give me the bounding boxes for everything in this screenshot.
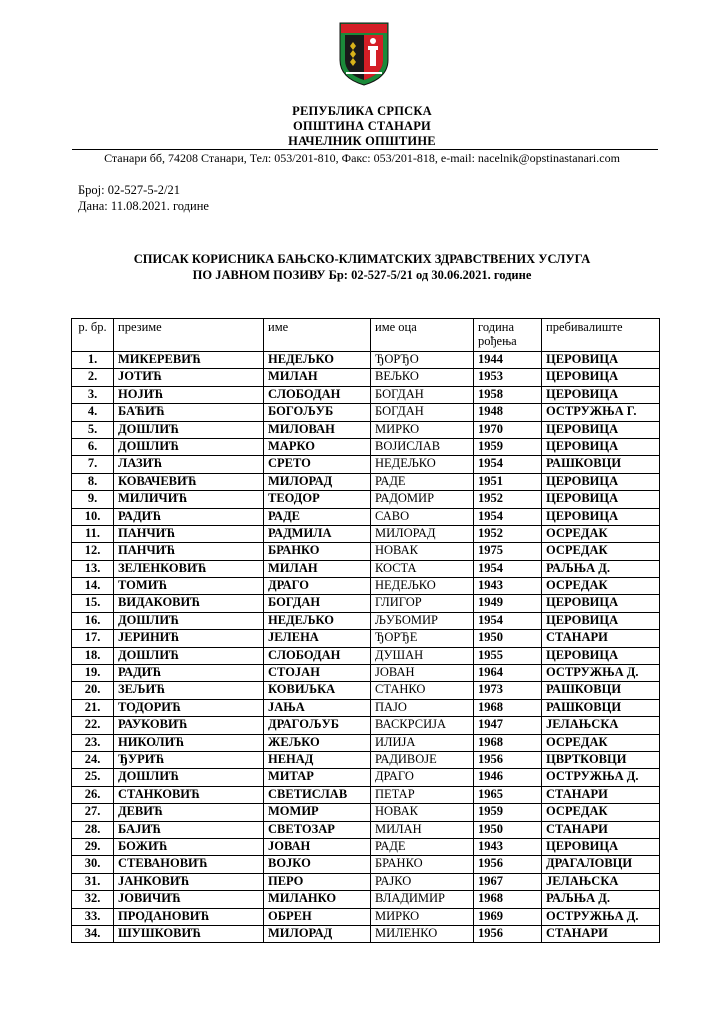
surname-cell: КОВАЧЕВИЋ: [114, 473, 264, 490]
father-name-cell: РАДОМИР: [371, 491, 474, 508]
name-cell: НЕДЕЉКО: [264, 352, 371, 369]
table-row: [72, 456, 660, 473]
name-cell: ОБРЕН: [264, 908, 371, 925]
father-name-cell: ВАСКРСИЈА: [371, 717, 474, 734]
name-cell: СЛОБОДАН: [264, 647, 371, 664]
birth-year-cell: 1954: [474, 612, 542, 629]
birth-year-cell: 1950: [474, 821, 542, 838]
birth-year-cell: 1975: [474, 543, 542, 560]
father-name-cell: МИЛАН: [371, 821, 474, 838]
birth-year-cell: 1973: [474, 682, 542, 699]
row-number: 33.: [72, 908, 114, 925]
table-header-row: [72, 319, 660, 352]
surname-cell: БОЖИЋ: [114, 838, 264, 855]
birth-year-cell: 1954: [474, 560, 542, 577]
residence-cell: ЦЕРОВИЦА: [542, 421, 660, 438]
name-cell: МИЛАН: [264, 560, 371, 577]
document-title-line-2: ПО ЈАВНОМ ПОЗИВУ Бр: 02-527-5/21 од 30.06.2021. године: [192, 268, 532, 282]
row-number: 4.: [72, 404, 114, 421]
father-name-cell: РАЈКО: [371, 873, 474, 890]
header-office: НАЧЕЛНИК ОПШТИНЕ: [288, 134, 436, 148]
residence-cell: ЦЕРОВИЦА: [542, 612, 660, 629]
birth-year-cell: 1956: [474, 856, 542, 873]
name-cell: МАРКО: [264, 438, 371, 455]
name-cell: НЕДЕЉКО: [264, 612, 371, 629]
residence-cell: ЦЕРОВИЦА: [542, 647, 660, 664]
row-number: 6.: [72, 438, 114, 455]
header-father-name: име оца: [371, 319, 474, 352]
birth-year-cell: 1954: [474, 456, 542, 473]
surname-cell: ЈАНКОВИЋ: [114, 873, 264, 890]
father-name-cell: СТАНКО: [371, 682, 474, 699]
surname-cell: ДОШЛИЋ: [114, 769, 264, 786]
surname-cell: ШУШКОВИЋ: [114, 925, 264, 942]
residence-cell: ОСРЕДАК: [542, 804, 660, 821]
surname-cell: ЛАЗИЋ: [114, 456, 264, 473]
name-cell: МИЛОРАД: [264, 473, 371, 490]
birth-year-cell: 1944: [474, 352, 542, 369]
row-number: 13.: [72, 560, 114, 577]
residence-cell: ОСРЕДАК: [542, 734, 660, 751]
table-row: [72, 647, 660, 664]
surname-cell: НИКОЛИЋ: [114, 734, 264, 751]
birth-year-cell: 1968: [474, 699, 542, 716]
table-row: [72, 908, 660, 925]
document-date: Дана: 11.08.2021. године: [78, 199, 209, 213]
birth-year-cell: 1954: [474, 508, 542, 525]
table-row: [72, 751, 660, 768]
birth-year-cell: 1948: [474, 404, 542, 421]
header-contact-line: Станари бб, 74208 Станари, Тел: 053/201-810, Факс: 053/201-818, e-mail: nacelnik@opstinastanari.com: [104, 151, 620, 165]
header-name: име: [264, 319, 371, 352]
residence-cell: ОСТРУЖЊА Д.: [542, 665, 660, 682]
header-residence: пребивалиште: [542, 319, 660, 352]
row-number: 9.: [72, 491, 114, 508]
surname-cell: ПРОДАНОВИЋ: [114, 908, 264, 925]
surname-cell: ДОШЛИЋ: [114, 647, 264, 664]
table-row: [72, 578, 660, 595]
name-cell: МИЛОВАН: [264, 421, 371, 438]
father-name-cell: РАДЕ: [371, 473, 474, 490]
row-number: 1.: [72, 352, 114, 369]
father-name-cell: ЈОВАН: [371, 665, 474, 682]
name-cell: СВЕТОЗАР: [264, 821, 371, 838]
residence-cell: РАШКОВЦИ: [542, 456, 660, 473]
row-number: 5.: [72, 421, 114, 438]
birth-year-cell: 1969: [474, 908, 542, 925]
table-row: [72, 386, 660, 403]
residence-cell: ОСРЕДАК: [542, 543, 660, 560]
header-municipality: ОПШТИНА СТАНАРИ: [293, 119, 431, 133]
name-cell: БОГДАН: [264, 595, 371, 612]
name-cell: СВЕТИСЛАВ: [264, 786, 371, 803]
surname-cell: ДОШЛИЋ: [114, 421, 264, 438]
table-row: [72, 369, 660, 386]
birth-year-cell: 1952: [474, 525, 542, 542]
father-name-cell: ПАЈО: [371, 699, 474, 716]
name-cell: ЈОВАН: [264, 838, 371, 855]
surname-cell: РАДИЋ: [114, 665, 264, 682]
surname-cell: СТЕВАНОВИЋ: [114, 856, 264, 873]
residence-cell: ЦВРТКОВЦИ: [542, 751, 660, 768]
table-row: [72, 786, 660, 803]
residence-cell: СТАНАРИ: [542, 925, 660, 942]
surname-cell: ДОШЛИЋ: [114, 612, 264, 629]
row-number: 19.: [72, 665, 114, 682]
residence-cell: ДРАГАЛОВЦИ: [542, 856, 660, 873]
birth-year-cell: 1952: [474, 491, 542, 508]
table-row: [72, 473, 660, 490]
father-name-cell: КОСТА: [371, 560, 474, 577]
table-row: [72, 891, 660, 908]
birth-year-cell: 1959: [474, 438, 542, 455]
table-row: [72, 595, 660, 612]
header-republic: РЕПУБЛИКА СРПСКА: [292, 104, 432, 118]
row-number: 7.: [72, 456, 114, 473]
surname-cell: ЈЕРИНИЋ: [114, 630, 264, 647]
surname-cell: БАЈИЋ: [114, 821, 264, 838]
father-name-cell: МИРКО: [371, 421, 474, 438]
father-name-cell: БРАНКО: [371, 856, 474, 873]
birth-year-cell: 1943: [474, 578, 542, 595]
residence-cell: ЦЕРОВИЦА: [542, 386, 660, 403]
surname-cell: ЈОВИЧИЋ: [114, 891, 264, 908]
birth-year-cell: 1967: [474, 873, 542, 890]
residence-cell: ЦЕРОВИЦА: [542, 491, 660, 508]
name-cell: БРАНКО: [264, 543, 371, 560]
residence-cell: ОСТРУЖЊА Д.: [542, 908, 660, 925]
row-number: 28.: [72, 821, 114, 838]
residence-cell: РАШКОВЦИ: [542, 682, 660, 699]
name-cell: РАДМИЛА: [264, 525, 371, 542]
name-cell: МОМИР: [264, 804, 371, 821]
row-number: 29.: [72, 838, 114, 855]
surname-cell: РАУКОВИЋ: [114, 717, 264, 734]
surname-cell: ЗЕЉИЋ: [114, 682, 264, 699]
father-name-cell: РАДИВОЈЕ: [371, 751, 474, 768]
birth-year-cell: 1968: [474, 734, 542, 751]
name-cell: ДРАГОЉУБ: [264, 717, 371, 734]
table-row: [72, 665, 660, 682]
father-name-cell: МИРКО: [371, 908, 474, 925]
table-row: [72, 525, 660, 542]
residence-cell: РАЉЊА Д.: [542, 891, 660, 908]
birth-year-cell: 1946: [474, 769, 542, 786]
name-cell: РАДЕ: [264, 508, 371, 525]
father-name-cell: МИЛОРАД: [371, 525, 474, 542]
surname-cell: РАДИЋ: [114, 508, 264, 525]
table-row: [72, 856, 660, 873]
residence-cell: ЦЕРОВИЦА: [542, 369, 660, 386]
birth-year-cell: 1950: [474, 630, 542, 647]
table-row: [72, 508, 660, 525]
father-name-cell: ПЕТАР: [371, 786, 474, 803]
surname-cell: МИЛИЧИЋ: [114, 491, 264, 508]
name-cell: ТЕОДОР: [264, 491, 371, 508]
residence-cell: ЈЕЛАЊСКА: [542, 873, 660, 890]
residence-cell: СТАНАРИ: [542, 630, 660, 647]
residence-cell: ОСТРУЖЊА Г.: [542, 404, 660, 421]
row-number: 15.: [72, 595, 114, 612]
name-cell: ВОЈКО: [264, 856, 371, 873]
residence-cell: ЦЕРОВИЦА: [542, 838, 660, 855]
row-number: 16.: [72, 612, 114, 629]
surname-cell: ЂУРИЋ: [114, 751, 264, 768]
residence-cell: ОСРЕДАК: [542, 578, 660, 595]
header-birth-year: година рођења: [474, 319, 542, 352]
surname-cell: ДОШЛИЋ: [114, 438, 264, 455]
residence-cell: СТАНАРИ: [542, 821, 660, 838]
row-number: 22.: [72, 717, 114, 734]
residence-cell: ЦЕРОВИЦА: [542, 473, 660, 490]
document-title-line-1: СПИСАК КОРИСНИКА БАЊСКО-КЛИМАТСКИХ ЗДРАВСТВЕНИХ УСЛУГА: [133, 252, 591, 266]
row-number: 30.: [72, 856, 114, 873]
row-number: 25.: [72, 769, 114, 786]
row-number: 17.: [72, 630, 114, 647]
father-name-cell: НОВАК: [371, 543, 474, 560]
row-number: 3.: [72, 386, 114, 403]
table-row: [72, 734, 660, 751]
row-number: 2.: [72, 369, 114, 386]
surname-cell: ПАНЧИЋ: [114, 525, 264, 542]
table-row: [72, 560, 660, 577]
header-surname: презиме: [114, 319, 264, 352]
table-row: [72, 612, 660, 629]
table-row: [72, 404, 660, 421]
birth-year-cell: 1955: [474, 647, 542, 664]
father-name-cell: ВЕЉКО: [371, 369, 474, 386]
table-row: [72, 491, 660, 508]
name-cell: МИТАР: [264, 769, 371, 786]
name-cell: БОГОЉУБ: [264, 404, 371, 421]
table-row: [72, 873, 660, 890]
header-divider: [72, 149, 658, 150]
name-cell: КОВИЉКА: [264, 682, 371, 699]
residence-cell: ЦЕРОВИЦА: [542, 438, 660, 455]
father-name-cell: ЉУБОМИР: [371, 612, 474, 629]
surname-cell: ВИДАКОВИЋ: [114, 595, 264, 612]
name-cell: СТОЈАН: [264, 665, 371, 682]
table-row: [72, 630, 660, 647]
name-cell: МИЛАНКО: [264, 891, 371, 908]
table-row: [72, 804, 660, 821]
birth-year-cell: 1943: [474, 838, 542, 855]
father-name-cell: ДУШАН: [371, 647, 474, 664]
table-row: [72, 543, 660, 560]
row-number: 24.: [72, 751, 114, 768]
surname-cell: ПАНЧИЋ: [114, 543, 264, 560]
name-cell: МИЛАН: [264, 369, 371, 386]
residence-cell: ЦЕРОВИЦА: [542, 508, 660, 525]
residence-cell: СТАНАРИ: [542, 786, 660, 803]
father-name-cell: НЕДЕЉКО: [371, 456, 474, 473]
document-number: Број: 02-527-5-2/21: [78, 183, 180, 197]
father-name-cell: МИЛЕНКО: [371, 925, 474, 942]
row-number: 8.: [72, 473, 114, 490]
row-number: 32.: [72, 891, 114, 908]
surname-cell: СТАНКОВИЋ: [114, 786, 264, 803]
name-cell: СЛОБОДАН: [264, 386, 371, 403]
surname-cell: ТОДОРИЋ: [114, 699, 264, 716]
residence-cell: РАШКОВЦИ: [542, 699, 660, 716]
header-number: р. бр.: [72, 319, 114, 352]
birth-year-cell: 1968: [474, 891, 542, 908]
father-name-cell: НЕДЕЉКО: [371, 578, 474, 595]
table-row: [72, 421, 660, 438]
row-number: 20.: [72, 682, 114, 699]
residence-cell: ОСРЕДАК: [542, 525, 660, 542]
row-number: 10.: [72, 508, 114, 525]
father-name-cell: БОГДАН: [371, 386, 474, 403]
surname-cell: ЈОТИЋ: [114, 369, 264, 386]
table-row: [72, 682, 660, 699]
row-number: 27.: [72, 804, 114, 821]
row-number: 26.: [72, 786, 114, 803]
row-number: 11.: [72, 525, 114, 542]
residence-cell: РАЉЊА Д.: [542, 560, 660, 577]
father-name-cell: ИЛИЈА: [371, 734, 474, 751]
name-cell: ЈАЊА: [264, 699, 371, 716]
residence-cell: ЦЕРОВИЦА: [542, 595, 660, 612]
birth-year-cell: 1959: [474, 804, 542, 821]
beneficiaries-table: [71, 318, 660, 943]
row-number: 31.: [72, 873, 114, 890]
table-row: [72, 769, 660, 786]
birth-year-cell: 1964: [474, 665, 542, 682]
birth-year-cell: 1949: [474, 595, 542, 612]
birth-year-cell: 1970: [474, 421, 542, 438]
surname-cell: ТОМИЋ: [114, 578, 264, 595]
name-cell: СРЕТО: [264, 456, 371, 473]
table-row: [72, 838, 660, 855]
surname-cell: БАЋИЋ: [114, 404, 264, 421]
birth-year-cell: 1958: [474, 386, 542, 403]
residence-cell: ЈЕЛАЊСКА: [542, 717, 660, 734]
father-name-cell: ГЛИГОР: [371, 595, 474, 612]
table-row: [72, 821, 660, 838]
name-cell: ДРАГО: [264, 578, 371, 595]
name-cell: ПЕРО: [264, 873, 371, 890]
surname-cell: ДЕВИЋ: [114, 804, 264, 821]
row-number: 12.: [72, 543, 114, 560]
father-name-cell: ВЛАДИМИР: [371, 891, 474, 908]
father-name-cell: САВО: [371, 508, 474, 525]
row-number: 14.: [72, 578, 114, 595]
father-name-cell: ДРАГО: [371, 769, 474, 786]
birth-year-cell: 1951: [474, 473, 542, 490]
name-cell: НЕНАД: [264, 751, 371, 768]
residence-cell: ЦЕРОВИЦА: [542, 352, 660, 369]
row-number: 34.: [72, 925, 114, 942]
surname-cell: МИКЕРЕВИЋ: [114, 352, 264, 369]
father-name-cell: БОГДАН: [371, 404, 474, 421]
father-name-cell: НОВАК: [371, 804, 474, 821]
birth-year-cell: 1956: [474, 925, 542, 942]
birth-year-cell: 1956: [474, 751, 542, 768]
father-name-cell: ЂОРЂЕ: [371, 630, 474, 647]
table-row: [72, 925, 660, 942]
father-name-cell: РАДЕ: [371, 838, 474, 855]
surname-cell: ЗЕЛЕНКОВИЋ: [114, 560, 264, 577]
table-row: [72, 438, 660, 455]
birth-year-cell: 1947: [474, 717, 542, 734]
name-cell: МИЛОРАД: [264, 925, 371, 942]
father-name-cell: ВОЈИСЛАВ: [371, 438, 474, 455]
row-number: 18.: [72, 647, 114, 664]
row-number: 23.: [72, 734, 114, 751]
table-row: [72, 352, 660, 369]
birth-year-cell: 1953: [474, 369, 542, 386]
table-row: [72, 699, 660, 716]
name-cell: ЈЕЛЕНА: [264, 630, 371, 647]
father-name-cell: ЂОРЂО: [371, 352, 474, 369]
table-row: [72, 717, 660, 734]
municipality-crest-logo: [339, 22, 389, 86]
surname-cell: НОЈИЋ: [114, 386, 264, 403]
birth-year-cell: 1965: [474, 786, 542, 803]
residence-cell: ОСТРУЖЊА Д.: [542, 769, 660, 786]
row-number: 21.: [72, 699, 114, 716]
name-cell: ЖЕЉКО: [264, 734, 371, 751]
